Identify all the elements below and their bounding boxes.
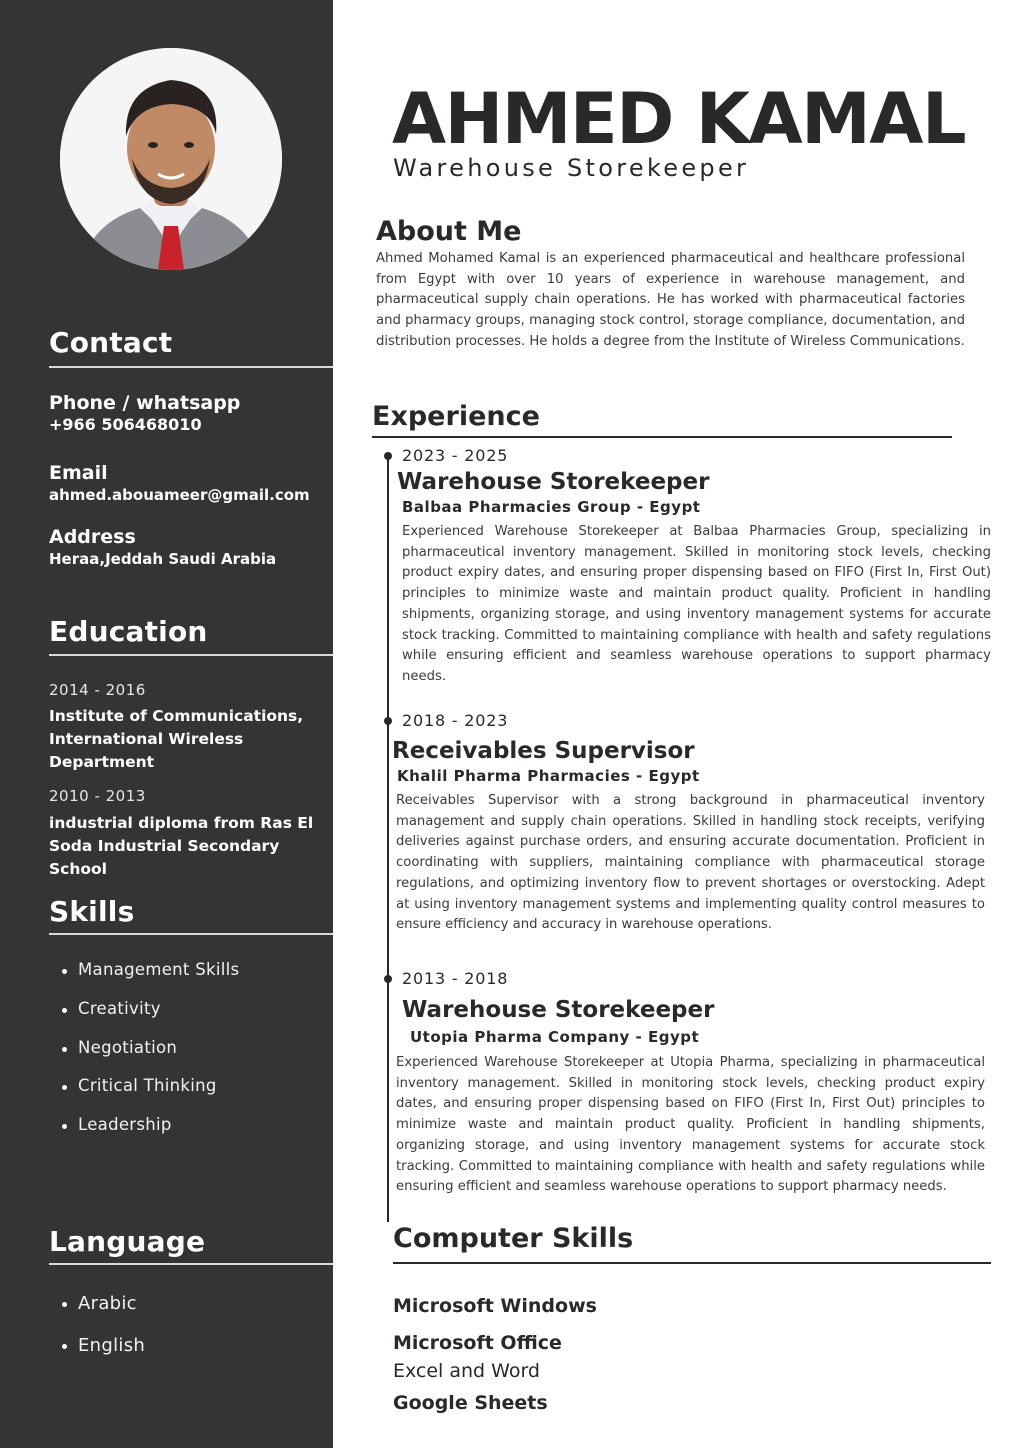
timeline-dot	[384, 717, 392, 725]
job-title: Receivables Supervisor	[392, 738, 695, 764]
language-divider	[49, 1263, 333, 1265]
contact-divider	[49, 366, 333, 368]
job-description: Receivables Supervisor with a strong background in pharmaceutical inventory management and supply chain operations. Skilled in handling stock receipts, verifying deliveries against purchase orders, and ensuring accurate documentation. Proficient in coordinating with suppliers, maintaining compliance with pharmaceutical storage regulations, and optimizing inventory flow to prevent shortages or overstocking. Adept at using inventory management systems and implementing quality control measures to ensure efficiency and accuracy in warehouse operations.	[396, 793, 985, 933]
education-name: Institute of Communications, International Wireless Department	[49, 707, 304, 771]
email-value[interactable]: ahmed.abouameer@gmail.com	[49, 486, 310, 504]
computer-skill-item: Google Sheets	[393, 1392, 548, 1414]
education-name: industrial diploma from Ras El Soda Industrial Secondary School	[49, 814, 314, 878]
job-description: Experienced Warehouse Storekeeper at Utopia Pharma, specializing in pharmaceutical inventory management. Skilled in monitoring stock levels, checking product expiry dates, and ensuring proper dispensing based on FIFO (First In, First Out) principles to minimize waste and maintain product quality. Proficient in handling shipments, organizing storage, and using inventory management systems for accurate stock tracking. Committed to maintaining compliance with health and safety regulations while ensuring efficient and seamless warehouse operations to support pharmacy needs.	[396, 1055, 985, 1195]
computer-skills-divider	[393, 1262, 991, 1264]
job-title: Warehouse Storekeeper	[397, 469, 710, 495]
skill-item: Leadership	[62, 1115, 239, 1154]
language-heading: Language	[49, 1225, 206, 1258]
job-company: Khalil Pharma Pharmacies - Egypt	[397, 767, 700, 785]
address-label: Address	[49, 526, 136, 548]
email-label: Email	[49, 462, 108, 484]
experience-divider	[372, 436, 952, 438]
job-description: Experienced Warehouse Storekeeper at Balbaa Pharmacies Group, specializing in pharmaceutical inventory management. Skilled in monitoring stock levels, checking product expiry dates, and ensuring proper dispensing based on FIFO (First In, First Out) principles to minimize waste and maintain product quality. Proficient in handling shipments, organizing storage, and using inventory management systems for accurate stock tracking. Committed to maintaining compliance with health and safety regulations while ensuring efficient and seamless warehouse operations to support pharmacy needs.	[402, 524, 991, 684]
experience-heading: Experience	[372, 401, 540, 432]
job-years: 2018 - 2023	[402, 711, 509, 730]
skill-item: Management Skills	[62, 960, 239, 999]
computer-skill-item: Microsoft Office	[393, 1332, 562, 1354]
skills-heading: Skills	[49, 895, 135, 928]
timeline-dot	[384, 452, 392, 460]
education-years: 2014 - 2016	[49, 681, 146, 699]
education-heading: Education	[49, 615, 208, 648]
timeline-dot	[384, 975, 392, 983]
contact-heading: Contact	[49, 326, 173, 359]
about-heading: About Me	[376, 216, 522, 247]
skills-list	[62, 960, 239, 1154]
job-years: 2023 - 2025	[402, 446, 509, 465]
address-value: Heraa,Jeddah Saudi Arabia	[49, 550, 277, 568]
computer-skill-detail: Excel and Word	[393, 1360, 540, 1382]
skill-item: Critical Thinking	[62, 1076, 239, 1115]
computer-skills-heading: Computer Skills	[393, 1223, 634, 1254]
experience-timeline	[387, 453, 389, 1222]
education-years: 2010 - 2013	[49, 787, 146, 805]
job-title: Warehouse Storekeeper	[402, 997, 715, 1023]
skills-divider	[49, 933, 333, 935]
profile-photo-image	[60, 48, 282, 270]
language-item: Arabic	[62, 1293, 145, 1335]
language-item: English	[62, 1335, 145, 1377]
phone-label: Phone / whatsapp	[49, 392, 241, 414]
candidate-name: AHMED KAMAL	[392, 78, 966, 160]
skill-item: Negotiation	[62, 1038, 239, 1077]
profile-photo	[60, 48, 282, 270]
computer-skill-item: Microsoft Windows	[393, 1295, 597, 1317]
skill-item: Creativity	[62, 999, 239, 1038]
phone-value[interactable]: +966 506468010	[49, 415, 202, 434]
job-years: 2013 - 2018	[402, 969, 509, 988]
about-text: Ahmed Mohamed Kamal is an experienced pharmaceutical and healthcare professional from Egypt with over 10 years of experience in warehouse management, and pharmaceutical supply chain operations. He has worked with pharmaceutical factories and pharmacy groups, managing stock control, storage compliance, documentation, and distribution processes. He holds a degree from the Institute of Wireless Communications.	[376, 251, 965, 349]
job-company: Utopia Pharma Company - Egypt	[410, 1028, 700, 1046]
job-company: Balbaa Pharmacies Group - Egypt	[402, 498, 701, 516]
candidate-role: Warehouse Storekeeper	[393, 154, 750, 182]
language-list	[62, 1293, 145, 1376]
education-divider	[49, 654, 333, 656]
sidebar	[0, 0, 333, 1448]
